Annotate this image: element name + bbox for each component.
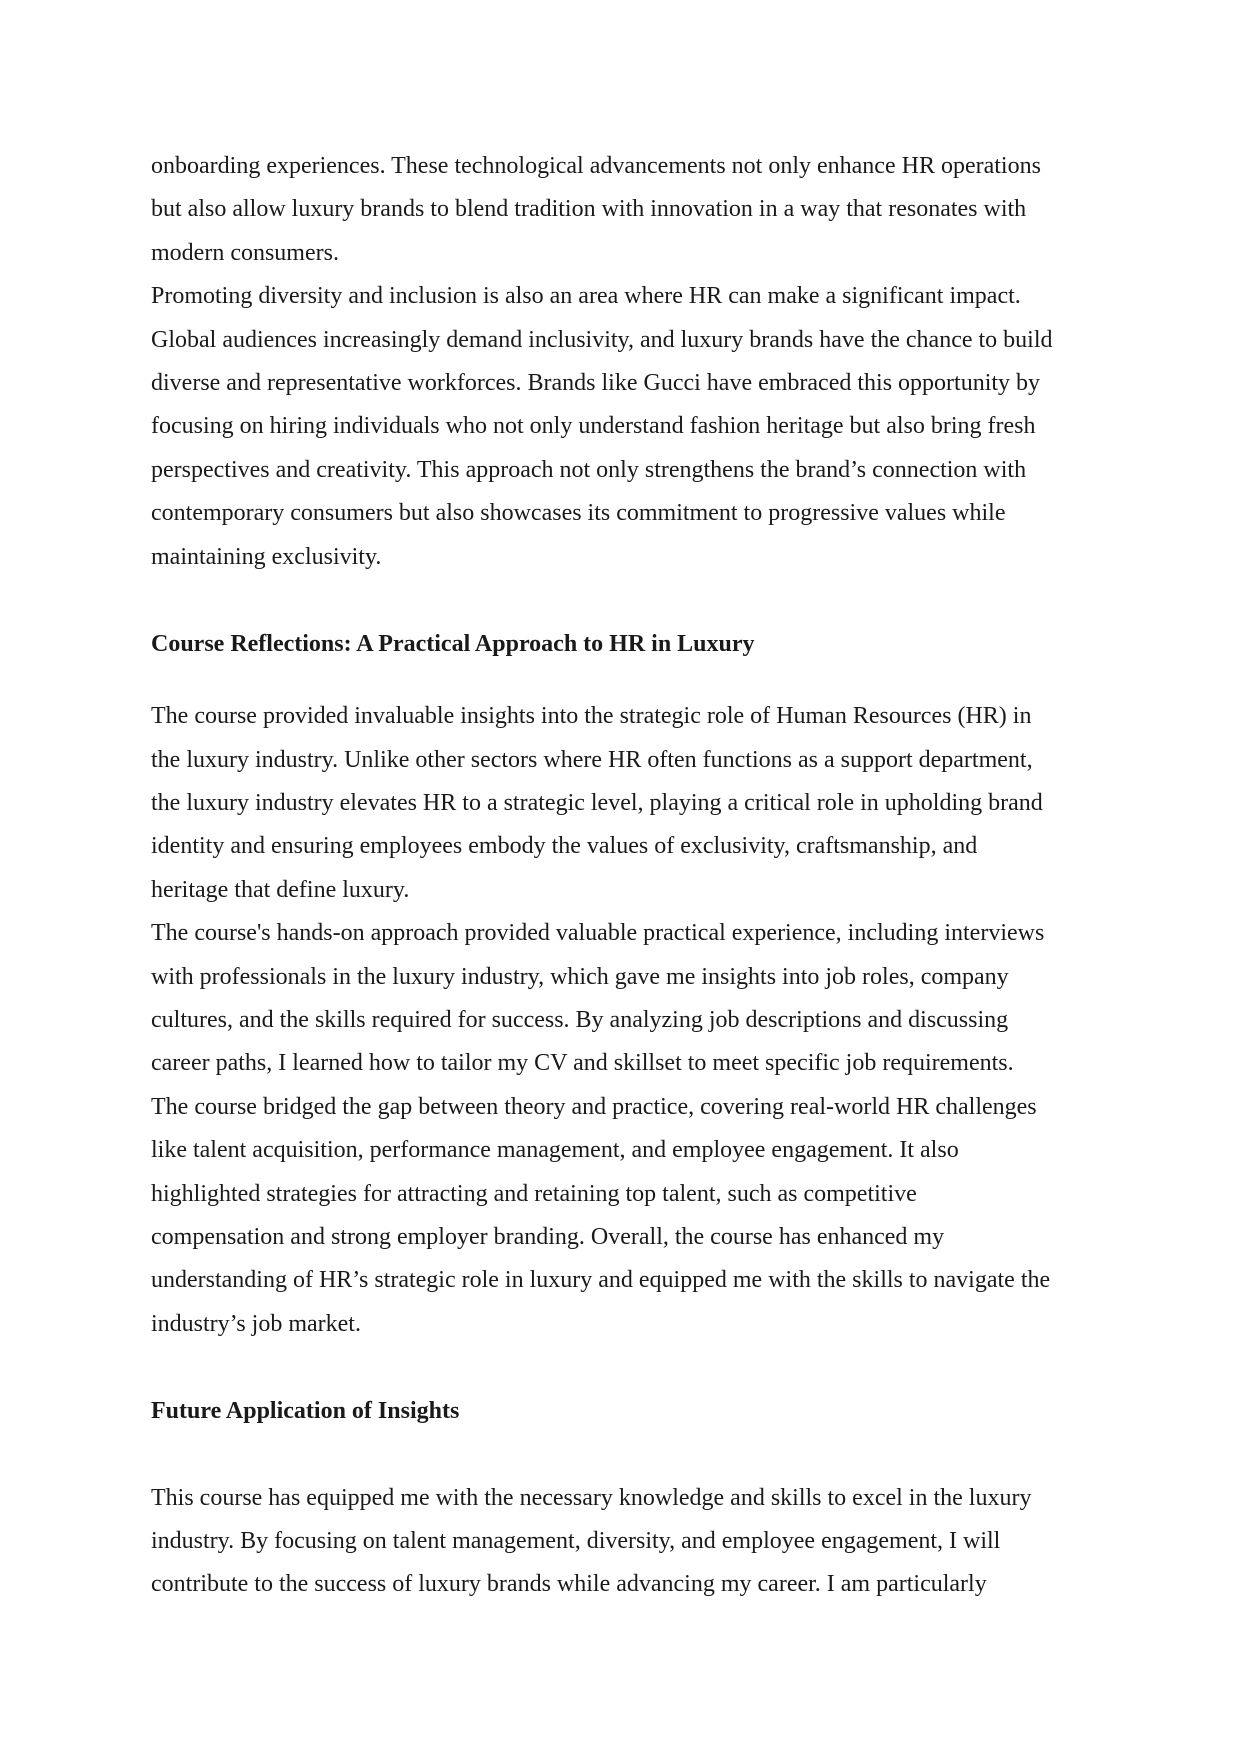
text-line: highlighted strategies for attracting and retaining top talent, such as competitive xyxy=(151,1180,917,1207)
paragraph-course-insights xyxy=(151,695,1111,912)
text-line: Global audiences increasingly demand inclusivity, and luxury brands have the chance to build xyxy=(151,326,1053,353)
text-line: heritage that define luxury. xyxy=(151,876,410,903)
text-line: the luxury industry elevates HR to a strategic level, playing a critical role in upholding brand xyxy=(151,790,1043,817)
text-line: maintaining exclusivity. xyxy=(151,543,382,570)
paragraph-technology xyxy=(151,145,1111,275)
text-line: perspectives and creativity. This approach not only strengthens the brand’s connection with xyxy=(151,456,1027,483)
section-heading-future-application: Future Application of Insights xyxy=(151,1398,460,1425)
text-line: diverse and representative workforces. Brands like Gucci have embraced this opportunity by xyxy=(151,369,1041,396)
text-line: career paths, I learned how to tailor my CV and skillset to meet specific job requirements. xyxy=(151,1050,1014,1077)
text-line: The course bridged the gap between theory and practice, covering real-world HR challenges xyxy=(151,1093,1037,1120)
text-line: This course has equipped me with the necessary knowledge and skills to excel in the luxury xyxy=(151,1484,1032,1511)
text-line: focusing on hiring individuals who not only understand fashion heritage but also bring fresh xyxy=(151,413,1036,440)
text-line: modern consumers. xyxy=(151,239,339,266)
text-line: but also allow luxury brands to blend tradition with innovation in a way that resonates with xyxy=(151,196,1027,223)
text-line: onboarding experiences. These technological advancements not only enhance HR operations xyxy=(151,153,1041,179)
spacer xyxy=(151,1434,1111,1477)
paragraph-hands-on xyxy=(151,912,1111,1346)
text-line: identity and ensuring employees embody the values of exclusivity, craftsmanship, and xyxy=(151,833,978,860)
text-line: contemporary consumers but also showcases its commitment to progressive values while xyxy=(151,500,1006,527)
text-line: The course's hands-on approach provided valuable practical experience, including interviews xyxy=(151,920,1045,947)
text-line: the luxury industry. Unlike other sectors where HR often functions as a support department, xyxy=(151,746,1033,773)
spacer xyxy=(151,1346,1111,1390)
text-line: understanding of HR’s strategic role in luxury and equipped me with the skills to navigate the xyxy=(151,1267,1051,1294)
text-line: industry’s job market. xyxy=(151,1310,361,1337)
document-body xyxy=(151,145,1111,1607)
text-line: contribute to the success of luxury brands while advancing my career. I am particularly xyxy=(151,1571,987,1598)
text-line: industry. By focusing on talent management, diversity, and employee engagement, I will xyxy=(151,1527,1001,1554)
text-line: compensation and strong employer branding. Overall, the course has enhanced my xyxy=(151,1223,945,1250)
paragraph-diversity xyxy=(151,275,1111,579)
text-line: Promoting diversity and inclusion is also an area where HR can make a significant impact. xyxy=(151,283,1021,310)
text-line: with professionals in the luxury industry, which gave me insights into job roles, company xyxy=(151,963,1009,990)
spacer xyxy=(151,579,1111,623)
text-line: like talent acquisition, performance management, and employee engagement. It also xyxy=(151,1137,959,1164)
text-line: cultures, and the skills required for success. By analyzing job descriptions and discussing xyxy=(151,1007,1009,1034)
section-heading-course-reflections: Course Reflections: A Practical Approach to HR in Luxury xyxy=(151,630,755,657)
text-line: The course provided invaluable insights into the strategic role of Human Resources (HR) in xyxy=(151,703,1032,730)
paragraph-future xyxy=(151,1477,1111,1607)
spacer xyxy=(151,666,1111,695)
